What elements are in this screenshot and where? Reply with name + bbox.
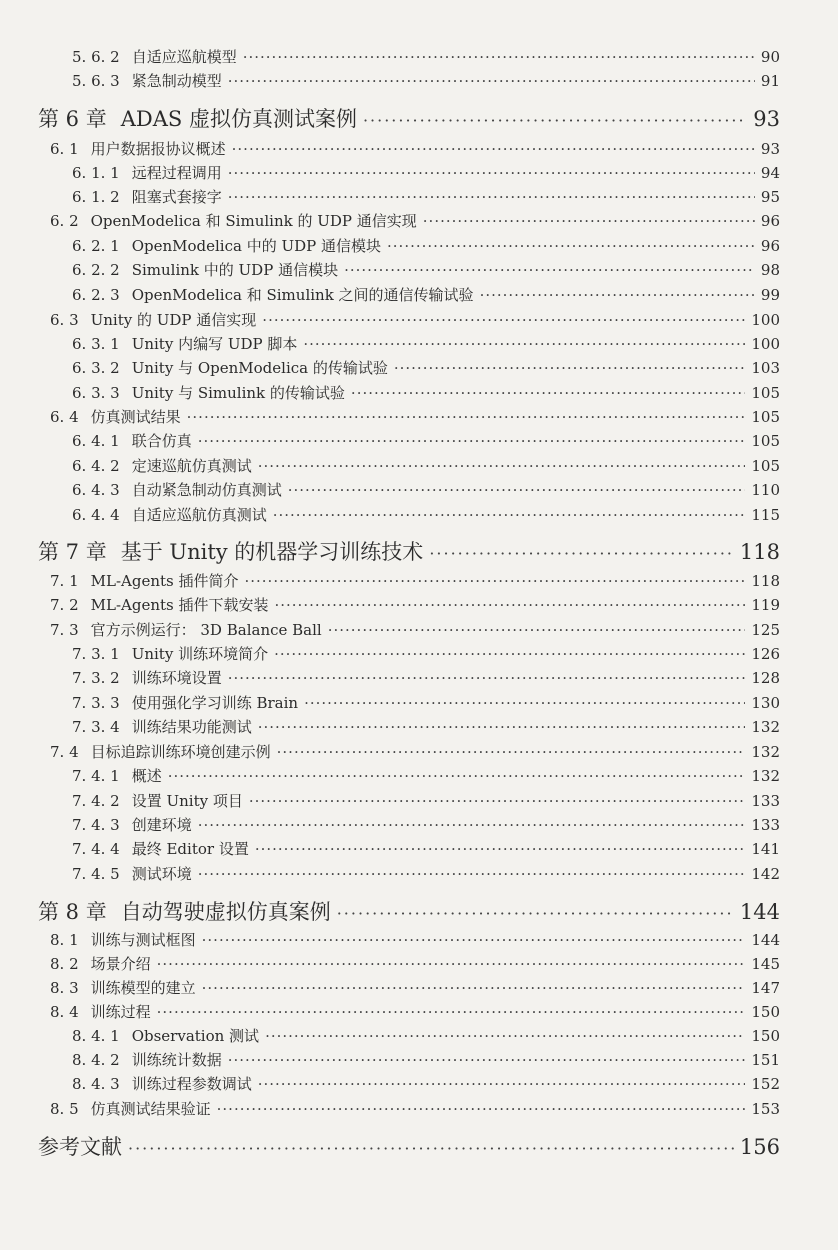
page-number: 118	[751, 572, 780, 590]
subsection-entry	[0, 692, 780, 713]
page-number: 119	[751, 596, 780, 614]
page-number: 132	[751, 767, 780, 785]
dot-leader	[168, 767, 746, 785]
entry-title: 紧急制动模型	[131, 72, 222, 90]
entry-title: 训练结果功能测试	[131, 718, 252, 736]
dot-leader	[288, 481, 746, 499]
dot-leader	[258, 457, 746, 475]
entry-title: 训练模型的建立	[90, 979, 196, 997]
entry-title: Unity 与 Simulink 的传输试验	[131, 384, 345, 402]
entry-title: ML-Agents 插件简介	[90, 572, 239, 590]
section-entry	[0, 619, 780, 640]
subsection-entry	[0, 504, 780, 525]
dot-leader	[202, 931, 746, 949]
page-number: 99	[760, 286, 780, 304]
dot-leader	[249, 792, 746, 810]
subsection-entry	[0, 716, 780, 737]
entry-number: 6. 1. 1	[72, 164, 120, 182]
entry-number: 7. 1	[50, 572, 79, 590]
entry-title: 用户数据报协议概述	[90, 140, 226, 158]
chapter-entry	[0, 103, 780, 133]
entry-title: Unity 内编写 UDP 脚本	[131, 335, 298, 353]
page-number: 144	[739, 900, 780, 924]
subsection-entry	[0, 235, 780, 256]
dot-leader	[337, 904, 734, 923]
dot-leader	[344, 261, 755, 279]
dot-leader	[303, 335, 745, 353]
dot-leader	[228, 188, 755, 206]
page-number: 156	[739, 1135, 780, 1159]
subsection-entry	[0, 814, 780, 835]
page-number: 133	[751, 816, 780, 834]
page-number: 93	[753, 107, 780, 131]
entry-number: 第 8 章	[38, 900, 107, 924]
entry-title: 训练过程参数调试	[131, 1075, 252, 1093]
entry-number: 8. 4. 3	[72, 1075, 120, 1093]
subsection-entry	[0, 643, 780, 664]
page-number: 150	[751, 1003, 780, 1021]
entry-number: 8. 4. 2	[72, 1051, 120, 1069]
entry-title: Unity 的 UDP 通信实现	[90, 311, 257, 329]
entry-title: 仿真测试结果验证	[90, 1100, 211, 1118]
section-entry	[0, 594, 780, 615]
entry-number: 7. 3. 3	[72, 694, 120, 712]
section-entry	[0, 977, 780, 998]
entry-title: 设置 Unity 项目	[131, 792, 243, 810]
page-number: 95	[760, 188, 780, 206]
entry-number: 6. 4	[50, 408, 79, 426]
page-number: 152	[751, 1075, 780, 1093]
section-entry	[0, 570, 780, 591]
page-number: 100	[751, 335, 780, 353]
page-number: 100	[751, 311, 780, 329]
entry-number: 6. 3. 2	[72, 359, 120, 377]
dot-leader	[198, 865, 746, 883]
entry-number: 7. 4. 3	[72, 816, 120, 834]
entry-number: 6. 2. 1	[72, 237, 120, 255]
page-number: 105	[751, 457, 780, 475]
entry-title: OpenModelica 和 Simulink 的 UDP 通信实现	[90, 212, 417, 230]
subsection-entry	[0, 333, 780, 354]
entry-number: 8. 4	[50, 1003, 79, 1021]
subsection-entry	[0, 455, 780, 476]
subsection-entry	[0, 186, 780, 207]
entry-number: 6. 4. 3	[72, 481, 120, 499]
entry-number: 7. 4. 5	[72, 865, 120, 883]
dot-leader	[232, 140, 755, 158]
dot-leader	[363, 111, 747, 130]
entry-title: 官方示例运行： 3D Balance Ball	[90, 621, 322, 639]
dot-leader	[198, 816, 746, 834]
entry-title: 训练与测试框图	[90, 931, 196, 949]
page-number: 105	[751, 384, 780, 402]
entry-number: 6. 2. 3	[72, 286, 120, 304]
entry-title: Observation 测试	[131, 1027, 260, 1045]
entry-number: 7. 2	[50, 596, 79, 614]
dot-leader	[228, 72, 755, 90]
page-number: 96	[760, 212, 780, 230]
page-number: 133	[751, 792, 780, 810]
page-number: 145	[751, 955, 780, 973]
dot-leader	[198, 432, 746, 450]
entry-title: OpenModelica 和 Simulink 之间的通信传输试验	[131, 286, 474, 304]
entry-number: 6. 3. 3	[72, 384, 120, 402]
entry-number: 6. 4. 1	[72, 432, 120, 450]
page-number: 93	[760, 140, 780, 158]
dot-leader	[351, 384, 745, 402]
entry-title: 参考文献	[38, 1135, 122, 1159]
dot-leader	[274, 596, 745, 614]
entry-number: 第 6 章	[38, 107, 107, 131]
dot-leader	[274, 645, 745, 663]
dot-leader	[429, 544, 734, 563]
subsection-entry	[0, 259, 780, 280]
chapter-entry	[0, 536, 780, 566]
subsection-entry	[0, 162, 780, 183]
entry-number: 6. 4. 2	[72, 457, 120, 475]
entry-number: 8. 1	[50, 931, 79, 949]
entry-title: OpenModelica 中的 UDP 通信模块	[131, 237, 382, 255]
dot-leader	[480, 286, 755, 304]
entry-number: 8. 3	[50, 979, 79, 997]
page-number: 151	[751, 1051, 780, 1069]
dot-leader	[202, 979, 746, 997]
subsection-entry	[0, 863, 780, 884]
section-entry	[0, 1001, 780, 1022]
page-number: 150	[751, 1027, 780, 1045]
entry-number: 6. 2	[50, 212, 79, 230]
section-entry	[0, 138, 780, 159]
page-number: 90	[760, 48, 780, 66]
section-entry	[0, 1098, 780, 1119]
entry-title: 使用强化学习训练 Brain	[131, 694, 299, 712]
section-entry	[0, 741, 780, 762]
subsection-entry	[0, 790, 780, 811]
subsection-entry	[0, 382, 780, 403]
entry-title: ML-Agents 插件下载安装	[90, 596, 269, 614]
entry-title: Simulink 中的 UDP 通信模块	[131, 261, 339, 279]
entry-number: 6. 2. 2	[72, 261, 120, 279]
page-number: 153	[751, 1100, 780, 1118]
dot-leader	[255, 840, 746, 858]
chapter-entry	[0, 896, 780, 926]
entry-title: 最终 Editor 设置	[131, 840, 249, 858]
entry-title: ADAS 虚拟仿真测试案例	[120, 107, 357, 131]
page-number: 94	[760, 164, 780, 182]
subsection-entry	[0, 46, 780, 67]
page-number: 105	[751, 408, 780, 426]
entry-title: 远程过程调用	[131, 164, 222, 182]
subsection-entry	[0, 430, 780, 451]
dot-leader	[228, 669, 746, 687]
page-number: 128	[751, 669, 780, 687]
subsection-entry	[0, 765, 780, 786]
entry-number: 6. 4. 4	[72, 506, 120, 524]
page-number: 126	[751, 645, 780, 663]
entry-number: 7. 4	[50, 743, 79, 761]
entry-title: 创建环境	[131, 816, 192, 834]
subsection-entry	[0, 1025, 780, 1046]
entry-title: 测试环境	[131, 865, 192, 883]
entry-number: 7. 3. 1	[72, 645, 120, 663]
dot-leader	[394, 359, 746, 377]
dot-leader	[157, 955, 746, 973]
entry-number: 8. 4. 1	[72, 1027, 120, 1045]
entry-title: Unity 训练环境简介	[131, 645, 269, 663]
entry-title: 自动紧急制动仿真测试	[131, 481, 282, 499]
entry-number: 7. 3. 2	[72, 669, 120, 687]
page-number: 110	[751, 481, 780, 499]
page-number: 130	[751, 694, 780, 712]
subsection-entry	[0, 1073, 780, 1094]
entry-number: 6. 1. 2	[72, 188, 120, 206]
entry-title: 训练统计数据	[131, 1051, 222, 1069]
dot-leader	[243, 48, 755, 66]
dot-leader	[244, 572, 745, 590]
subsection-entry	[0, 70, 780, 91]
page-number: 125	[751, 621, 780, 639]
page-number: 132	[751, 718, 780, 736]
entry-title: 概述	[131, 767, 162, 785]
subsection-entry	[0, 284, 780, 305]
entry-number: 7. 4. 1	[72, 767, 120, 785]
dot-leader	[128, 1139, 734, 1158]
entry-title: 阻塞式套接字	[131, 188, 222, 206]
dot-leader	[387, 237, 755, 255]
page-number: 144	[751, 931, 780, 949]
dot-leader	[228, 164, 755, 182]
subsection-entry	[0, 667, 780, 688]
dot-leader	[157, 1003, 746, 1021]
entry-number: 8. 2	[50, 955, 79, 973]
dot-leader	[258, 718, 746, 736]
page-number: 103	[751, 359, 780, 377]
page-number: 98	[760, 261, 780, 279]
dot-leader	[228, 1051, 746, 1069]
section-entry	[0, 210, 780, 231]
subsection-entry	[0, 838, 780, 859]
dot-leader	[217, 1100, 746, 1118]
entry-number: 7. 4. 2	[72, 792, 120, 810]
page-number: 142	[751, 865, 780, 883]
entry-title: 训练环境设置	[131, 669, 222, 687]
subsection-entry	[0, 479, 780, 500]
entry-title: 仿真测试结果	[90, 408, 181, 426]
dot-leader	[187, 408, 746, 426]
page-number: 132	[751, 743, 780, 761]
page-number: 115	[751, 506, 780, 524]
dot-leader	[273, 506, 746, 524]
entry-number: 第 7 章	[38, 540, 107, 564]
dot-leader	[304, 694, 745, 712]
dot-leader	[277, 743, 746, 761]
entry-title: 联合仿真	[131, 432, 192, 450]
dot-leader	[258, 1075, 746, 1093]
page-number: 147	[751, 979, 780, 997]
entry-number: 7. 4. 4	[72, 840, 120, 858]
subsection-entry	[0, 357, 780, 378]
section-entry	[0, 406, 780, 427]
chapter-entry	[0, 1131, 780, 1161]
entry-number: 6. 3	[50, 311, 79, 329]
dot-leader	[328, 621, 746, 639]
page-number: 96	[760, 237, 780, 255]
page-number: 91	[760, 72, 780, 90]
entry-title: 训练过程	[90, 1003, 151, 1021]
entry-title: 定速巡航仿真测试	[131, 457, 252, 475]
entry-number: 8. 5	[50, 1100, 79, 1118]
section-entry	[0, 929, 780, 950]
entry-number: 5. 6. 2	[72, 48, 120, 66]
entry-number: 6. 1	[50, 140, 79, 158]
entry-title: Unity 与 OpenModelica 的传输试验	[131, 359, 388, 377]
dot-leader	[423, 212, 755, 230]
entry-title: 基于 Unity 的机器学习训练技术	[120, 540, 424, 564]
section-entry	[0, 953, 780, 974]
section-entry	[0, 309, 780, 330]
entry-number: 7. 3. 4	[72, 718, 120, 736]
entry-title: 自适应巡航仿真测试	[131, 506, 267, 524]
dot-leader	[262, 311, 745, 329]
page-number: 118	[739, 540, 780, 564]
entry-title: 场景介绍	[90, 955, 151, 973]
entry-number: 5. 6. 3	[72, 72, 120, 90]
entry-title: 自适应巡航模型	[131, 48, 237, 66]
entry-title: 目标追踪训练环境创建示例	[90, 743, 271, 761]
entry-title: 自动驾驶虚拟仿真案例	[120, 900, 331, 924]
page-number: 105	[751, 432, 780, 450]
entry-number: 7. 3	[50, 621, 79, 639]
entry-number: 6. 3. 1	[72, 335, 120, 353]
page-number: 141	[751, 840, 780, 858]
dot-leader	[265, 1027, 745, 1045]
subsection-entry	[0, 1049, 780, 1070]
